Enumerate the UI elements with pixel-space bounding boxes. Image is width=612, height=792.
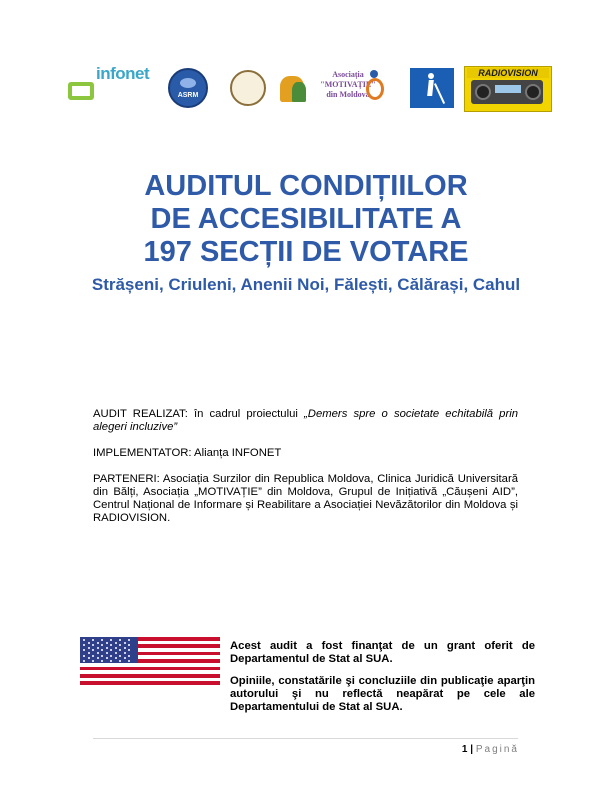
flag-star [106, 652, 108, 654]
flag-star [119, 655, 121, 657]
flag-star [124, 647, 126, 649]
flag-star [97, 652, 99, 654]
flag-star [115, 657, 117, 659]
blind-person-icon [428, 73, 434, 79]
clinica-juridica-logo [230, 70, 266, 106]
flag-star [106, 647, 108, 649]
flag-star [110, 639, 112, 641]
radiovision-logo [464, 66, 552, 112]
title-line-1: AUDITUL CONDIȚIILOR [144, 170, 468, 202]
document-body [93, 408, 518, 538]
blind-person-sign-logo [410, 68, 454, 108]
flag-star [110, 655, 112, 657]
speaker-icon [475, 84, 491, 100]
implementator-paragraph: IMPLEMENTATOR: Alianța INFONET [93, 447, 282, 459]
infonet-screen-icon [68, 82, 94, 100]
flag-canton [80, 637, 138, 663]
flag-star [110, 649, 112, 651]
audit-label: AUDIT REALIZAT: [93, 408, 188, 420]
flag-star [110, 660, 112, 662]
infonet-logo [64, 62, 164, 107]
flag-star [92, 660, 94, 662]
page-number: 1 [461, 744, 468, 755]
white-cane-icon [434, 83, 445, 104]
audit-paragraph [93, 408, 518, 434]
disclaimer-note: Opiniile, constatările şi concluziile din publicaţie aparţin autorului şi nu reflectă neapărat pe cele ale Departamentului de Stat al SUA. [230, 675, 535, 713]
person-head-icon [370, 70, 378, 78]
flag-star [92, 639, 94, 641]
flag-star [115, 642, 117, 644]
flag-star [88, 647, 90, 649]
flag-star [124, 652, 126, 654]
flag-star [128, 644, 130, 646]
flag-star [119, 649, 121, 651]
blind-person-body [427, 80, 434, 96]
audit-text: în cadrul proiectului [187, 408, 305, 420]
flag-star [83, 660, 85, 662]
project-name: „Demers spre o societate echitabilă prin alegeri incluzive” [93, 408, 518, 433]
flag-star [101, 655, 103, 657]
document-title [0, 170, 612, 269]
motivatie-line-3: din Moldova [326, 90, 370, 99]
flag-star [128, 639, 130, 641]
title-line-3: 197 SECȚII DE VOTARE [143, 236, 469, 268]
flag-star [119, 660, 121, 662]
document-subtitle: Strășeni, Criuleni, Anenii Noi, Fălești, Călărași, Cahul [91, 275, 521, 294]
flag-star [83, 644, 85, 646]
radio-display [495, 85, 521, 93]
flag-star [83, 649, 85, 651]
radiovision-logo-text: RADIOVISION [467, 68, 549, 78]
title-line-2: DE ACCESIBILITATE A [150, 203, 462, 235]
flag-star [88, 652, 90, 654]
asrm-hands-icon [180, 78, 196, 88]
motivatie-person-icon [292, 82, 306, 102]
flag-star [88, 642, 90, 644]
flag-star [128, 649, 130, 651]
infonet-logo-text: infonet [96, 64, 150, 83]
flag-star [128, 655, 130, 657]
us-flag-image [80, 637, 220, 685]
person-wheelchair-icon [366, 78, 384, 100]
flag-star [106, 657, 108, 659]
asrm-logo-text: ASRM [177, 92, 199, 99]
partner-logos [60, 62, 560, 112]
partners-paragraph: PARTENERI: Asociația Surzilor din Republica Moldova, Clinica Juridică Universitară din Bălți, Asociația „MOTIVAȚIE” din Moldova, Grupul de Inițiativă „Căușeni AID”, Centrul Național de Informare și Reabilitare a Asociației Nevăzătorilor din Moldova și RADIOVISION. [93, 473, 518, 524]
flag-star [83, 639, 85, 641]
motivatie-line-1: Asociația [332, 70, 364, 79]
flag-star [128, 660, 130, 662]
causeni-aid-logo [360, 68, 390, 108]
flag-star [101, 660, 103, 662]
flag-star [83, 655, 85, 657]
flag-star [110, 644, 112, 646]
asrm-logo [168, 68, 208, 108]
flag-star [101, 639, 103, 641]
flag-star [124, 642, 126, 644]
flag-star [106, 642, 108, 644]
flag-star [92, 644, 94, 646]
flag-star [101, 644, 103, 646]
flag-star [101, 649, 103, 651]
flag-star [115, 652, 117, 654]
flag-star [97, 647, 99, 649]
flag-stripe [80, 681, 220, 685]
flag-star [97, 642, 99, 644]
flag-star [97, 657, 99, 659]
footer-separator: | [470, 744, 474, 755]
flag-star [124, 657, 126, 659]
page-label: Pagină [475, 744, 519, 755]
flag-star [119, 644, 121, 646]
flag-star [119, 639, 121, 641]
flag-star [92, 655, 94, 657]
page-footer [462, 744, 519, 755]
footer-divider [93, 738, 518, 739]
flag-star [88, 657, 90, 659]
motivatie-line-2: "MOTIVAȚIE" [320, 80, 376, 89]
funding-note: Acest audit a fost finanţat de un grant oferit de Departamentul de Stat al SUA. [230, 640, 535, 665]
flag-star [92, 649, 94, 651]
speaker-icon [525, 84, 541, 100]
flag-star [115, 647, 117, 649]
